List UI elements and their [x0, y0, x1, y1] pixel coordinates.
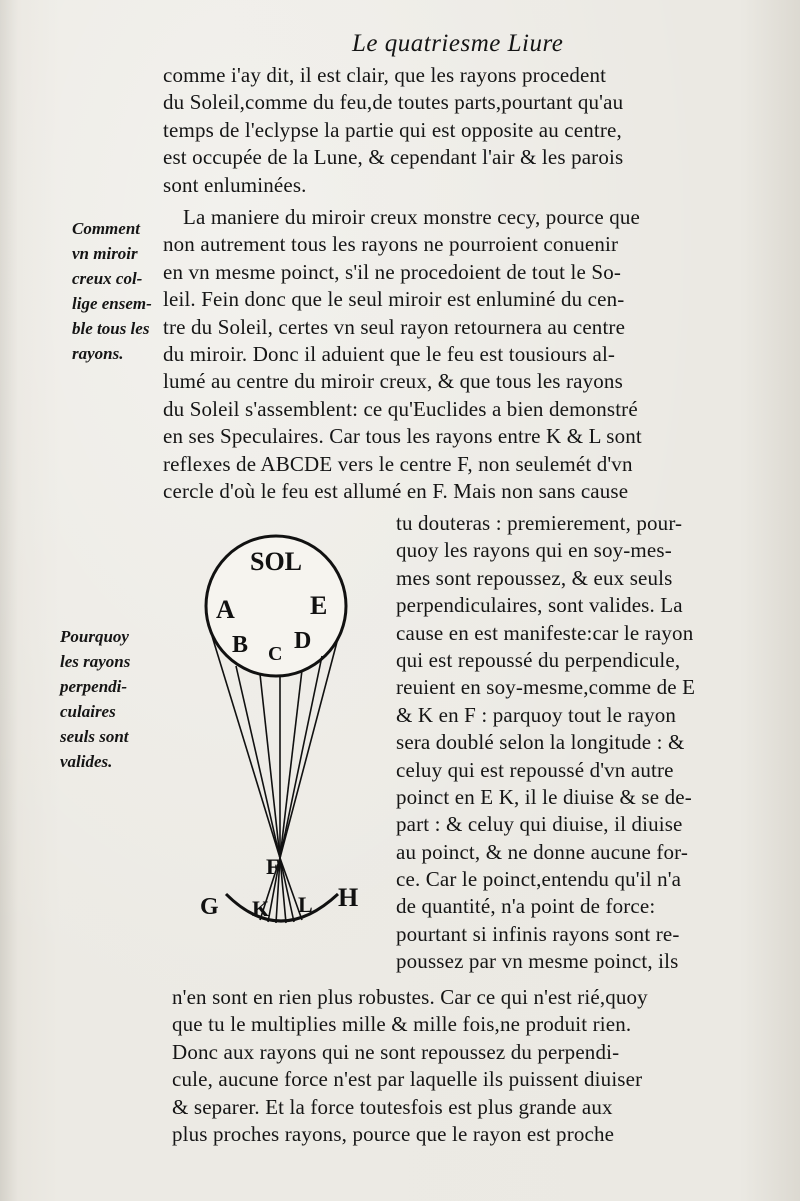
label-d: D — [294, 628, 312, 654]
margin-line: Pourquoy — [60, 627, 129, 646]
text-line: sont enluminées. — [163, 172, 307, 197]
text-line: quoy les rayons qui en soy-mes- — [396, 538, 672, 563]
text-line: temps de l'eclypse la partie qui est opposite au centre, — [163, 117, 622, 142]
margin-note-2 — [60, 624, 130, 774]
margin-line: lige ensem- — [72, 294, 152, 313]
text-line: que tu le multiplies mille & mille fois,ne produit rien. — [172, 1012, 632, 1037]
concave-mirror-figure — [198, 528, 378, 938]
text-line: comme i'ay dit, il est clair, que les rayons procedent — [163, 63, 607, 87]
label-g: G — [200, 894, 219, 920]
margin-line: perpendi- — [60, 677, 128, 696]
label-b: B — [232, 632, 249, 658]
text-line: au poinct, & ne donne aucune for- — [396, 839, 689, 864]
margin-line: les rayons — [60, 652, 131, 671]
label-k: K — [252, 896, 270, 921]
ray-lines — [212, 636, 338, 923]
margin-line: vn miroir — [72, 244, 138, 263]
text-line: sera doublé selon la longitude : & — [396, 730, 685, 755]
text-line: Donc aux rayons qui ne sont repoussez du perpendi- — [172, 1039, 620, 1064]
text-line: du Soleil s'assemblent: ce qu'Euclides a bien demonstré — [163, 396, 638, 421]
label-c: C — [268, 643, 283, 665]
margin-line: valides. — [60, 752, 113, 771]
paragraph-2 — [163, 204, 763, 505]
text-line: perpendiculaires, sont valides. La — [396, 593, 683, 618]
margin-line: seuls sont — [60, 727, 129, 746]
text-line: poussez par vn mesme poinct, ils — [396, 949, 679, 974]
text-line: cause en est manifeste:car le rayon — [396, 620, 694, 645]
text-line: & K en F : parquoy tout le rayon — [396, 702, 677, 727]
paragraph-1 — [163, 62, 763, 199]
margin-note-1 — [72, 216, 152, 366]
margin-line: creux col- — [72, 269, 143, 288]
label-a: A — [216, 595, 235, 624]
text-line: tu douteras : premierement, pour- — [396, 511, 683, 535]
text-line: n'en sont en rien plus robustes. Car ce qui n'est rié,quoy — [172, 985, 648, 1009]
mirror-arc — [226, 894, 338, 921]
text-line: pourtant si infinis rayons sont re- — [396, 921, 680, 946]
sun-label: SOL — [250, 547, 303, 576]
text-line: ce. Car le poinct,entendu qu'il n'a — [396, 867, 682, 892]
text-line: plus proches rayons, pource que le rayon est proche — [172, 1121, 615, 1146]
text-line: poinct en E K, il le diuise & se de- — [396, 784, 692, 809]
text-line: & separer. Et la force toutesfois est plus grande aux — [172, 1094, 613, 1119]
text-line: du miroir. Donc il aduient que le feu est tousiours al- — [163, 341, 616, 366]
text-line: qui est repoussé du perpendicule, — [396, 647, 681, 672]
text-line: cercle d'où le feu est allumé en F. Mais non sans cause — [163, 478, 629, 503]
margin-line: Comment — [72, 219, 141, 238]
text-line: non autrement tous les rayons ne pourroient conuenir — [163, 232, 619, 257]
text-line: cule, aucune force n'est par laquelle ils puissent diuiser — [172, 1067, 643, 1092]
margin-line: ble tous les — [72, 319, 150, 338]
text-line: est occupée de la Lune, & cependant l'air & les parois — [163, 145, 624, 170]
text-line: leil. Fein donc que le seul miroir est enluminé du cen- — [163, 287, 625, 312]
text-line: tre du Soleil, certes vn seul rayon retournera au centre — [163, 314, 626, 339]
text-line: lumé au centre du miroir creux, & que tous les rayons — [163, 369, 623, 394]
margin-line: culaires — [60, 702, 116, 721]
text-line: reuient en soy-mesme,comme de E — [396, 675, 696, 700]
label-h: H — [338, 883, 359, 912]
paragraph-2-beside-figure — [396, 510, 766, 976]
paragraph-2-continued — [172, 984, 772, 1148]
label-e: E — [310, 591, 328, 620]
label-f: F — [266, 854, 280, 879]
text-line: du Soleil,comme du feu,de toutes parts,pourtant qu'au — [163, 90, 624, 115]
text-line: part : & celuy qui diuise, il diuise — [396, 812, 683, 837]
label-l: L — [298, 892, 313, 917]
text-line: en ses Speculaires. Car tous les rayons entre K & L sont — [163, 424, 642, 449]
running-header: Le quatriesme Liure — [352, 30, 564, 57]
mirror-diagram — [198, 528, 378, 938]
text-line: en vn mesme poinct, s'il ne procedoient de tout le So- — [163, 259, 622, 284]
text-line: mes sont repoussez, & eux seuls — [396, 565, 673, 590]
text-line: La maniere du miroir creux monstre cecy, pource que — [183, 205, 641, 229]
text-line: reflexes de ABCDE vers le centre F, non seulemét d'vn — [163, 451, 633, 476]
text-line: celuy qui est repoussé d'vn autre — [396, 757, 674, 782]
margin-line: rayons. — [72, 344, 124, 363]
text-line: de quantité, n'a point de force: — [396, 894, 656, 919]
